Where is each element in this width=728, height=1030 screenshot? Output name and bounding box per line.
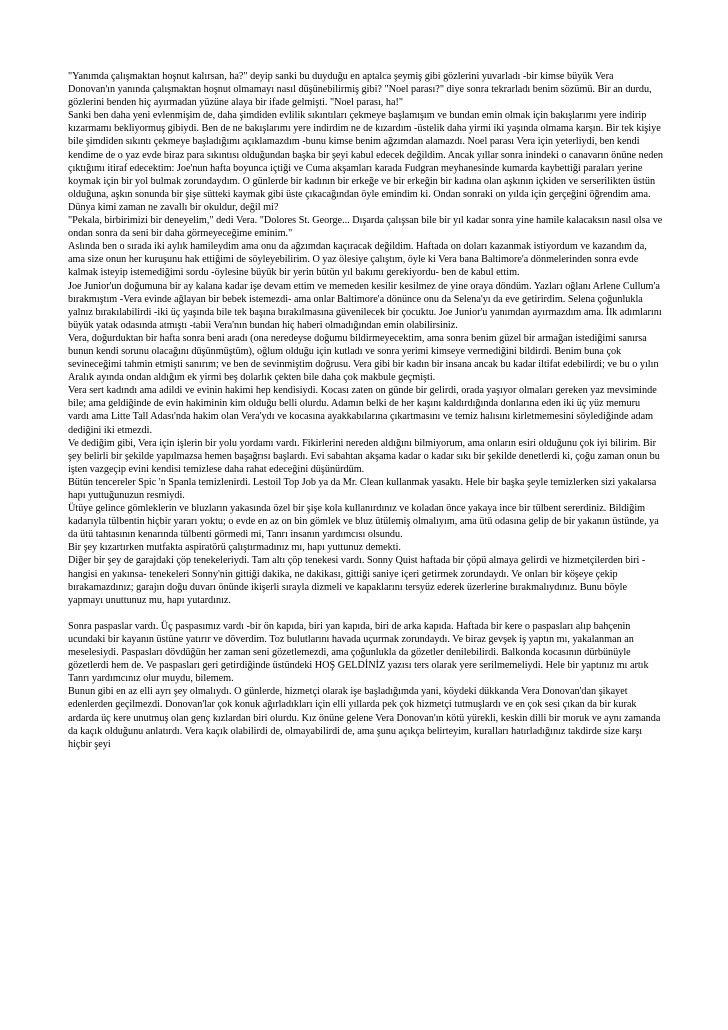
paragraph-12: Diğer bir şey de garajdaki çöp tenekeleriydi. Tam altı çöp tenekesi vardı. Sonny Quist haftada bir çöpü almaya gelirdi ve hizmetçilerden biri -hangisi en yakınsa- tenekeleri Sonny'nin gittiği dakika, ne dakikası, gittiği saniye içeri getirmek zorundaydı. Ve onları bir köşeye çekip bırakamazdınız; garajın doğu duvarı önünde ikişerli sırayla dizmeli ve kapaklarını tersyüz ederek üzerlerine bırakmalıydınız. Bunu böyle yapmayı unuttunuz mu, hapı yutardınız. — [68, 555, 646, 606]
paragraph-10: Ütüye gelince gömleklerin ve bluzların yakasında özel bir şişe kola kullanırdınız ve koladan önce yakaya ince bir tülbent sererdiniz. Bildiğim kadarıyla tülbentin hiçbir yararı yoktu; o evde en az on bin gömlek ve bluz ütülemiş olmalıyım, ama ütü odasına gelip de bir yakanın üstünde, ya da ütü tahtasının kenarında tülbenti görmedi mi, Tanrı insanın yardımcısı olsundu. — [68, 503, 659, 541]
paragraph-8: Ve dediğim gibi, Vera için işlerin bir yolu yordamı vardı. Fikirlerini nereden aldığını bilmiyorum, ama onların esiri olduğunu çok iyi bilirim. Bir şey belirli bir şekilde yapılmazsa hemen başağrısı başlardı. Evi sabahtan akşama kadar o kadar sıkı bir şekilde denetlerdi ki, çoğu zaman onun bu işten vazgeçip evini kendisi temizlese daha rahat edeceğini düşünürdüm. — [68, 437, 660, 475]
document-page — [68, 70, 663, 751]
paragraph-3: "Pekala, birbirimizi bir deneyelim," dedi Vera. "Dolores St. George... Dışarda çalışsan bile bir yıl kadar sonra yine hamile kalacaksın nasıl olsa ve ondan sonra da seni bir daha görmeyeceğime eminim." — [68, 215, 663, 240]
paragraph-11: Bir şey kızartırken mutfakta aspiratörü çalıştırmadınız mı, hapı yuttunuz demekti. — [68, 542, 401, 554]
paragraph-2: Sanki ben daha yeni evlenmişim de, daha şimdiden evlilik sıkıntıları çekmeye başlamışım ve bundan emin olmak için bakışlarımı yere indirip kızarmamı bekliyormuş gibiydi. Ben de ne bakışlarımı yere indirdim ne de kızardım -üstelik daha yirmi iki yaşında olmama karşın. Bir tek kişiye bile şimdiden sıkıntı çekmeye başladığımı açıklamazdım -bunu kimse benim ağzımdan alamazdı. Noel parası Vera için yeterliydi, ben kendi kendime de o yaz evde biraz para sıkıntısı olduğundan başka bir şeyi kabul edecek değildim. Ancak yıllar sonra inindeki o canavarın önüne neden çıktığımı itiraf edecektim: Joe'nun hafta boyunca içtiği ve Cuma akşamları karada Fudgran meyhanesinde kumarda kaybettiği paraları yerine koymak için bir yol bulmak zorundaydım. O günlerde bir kadının bir erkeğe ve bir erkeğin bir kadına olan aşkının içkiden ve serserilikten üstün olduğuna, aşkın sonunda bir şişe sütteki kaymak gibi üste çıkacağından öyle emindim ki. Ondan sonraki on yılda için gerçeğini öğrendim ama. Dünya kimi zaman ne zavallı bir okuldur, değil mi? — [68, 110, 663, 213]
paragraph-1: "Yanımda çalışmaktan hoşnut kalırsan, ha?" deyip sanki bu duyduğu en aptalca şeymiş gibi gözlerini yuvarladı -bir kimse büyük Vera Donovan'ın yanında çalışmaktan hoşnut olmamayı nasıl düşünebilirmiş gibi? "Noel parası?" diye sonra tekrarladı benim sözümü. Bir an durdu, gözlerini benden hiç ayırmadan yüzüne alaya bir ifade gelmişti. "Noel parası, ha!" — [68, 71, 652, 109]
paragraph-9: Bütün tencereler Spic 'n Spanla temizlenirdi. Lestoil Top Job ya da Mr. Clean kullanmak yasaktı. Hele bir başka şeyle temizlerken sizi yakalarsa hapı yuttuğunuzun resmiydi. — [68, 476, 657, 501]
paragraph-7: Vera sert kadındı ama adildi ve evinin hakimi hep kendisiydi. Kocası zaten on günde bir gelirdi, orada yaşıyor olmaları gereken yaz mevsiminde bile; ama geldiğinde de evin hakiminin kim olduğu belli olurdu. Adamın belki de her kaşını kaldırdığında donlarına eden iki üç yüz memuru vardı ama Litte Tall Adası'nda hakim olan Vera'ydı ve kocasına ayakkabılarına çıkartmasını ve temiz halısını kirletmemesini söylediğinde adam dediğini iki etmezdi. — [68, 385, 657, 436]
paragraph-4: Aslında ben o sırada iki aylık hamileydim ama onu da ağzımdan kaçıracak değildim. Haftada on doları kazanmak istiyordum ve kazandım da, ama size onun her kuruşunu hak ettiğimi de söyleyebilirim. O yaz ölesiye çalıştım, öyle ki Vera bana Baltimore'a dönmelerinden sonra evde kalmak isteyip istemediğimi sordu -öylesine büyük bir yerin bütün yıl bakımı gerekiyordu- ben de kabul ettim. — [68, 241, 647, 279]
paragraph-14: Bunun gibi en az elli ayrı şey olmalıydı. O günlerde, hizmetçi olarak işe başladığımda yani, köydeki dükkanda Vera Donovan'dan şikayet edenlerden geçilmezdi. Donovan'lar çok konuk ağırladıkları için elli yıllarda pek çok hizmetçi tutmuşlardı ve en çok sesi çıkan da bir kurak ardarda üç kere unutmuş olan genç kızlardan biri olurdu. Kız önüne gelene Vera Donovan'ın kötü yürekli, keskin dilli bir moruk ve aynı zamanda da kaçık olduğunu anlatırdı. Vera kaçık olabilirdi de, olmayabilirdi de, ama şunu açıkça belirteyim, kuralları hatırladığınız takdirde size karşı hiçbir şeyi — [68, 686, 661, 750]
paragraph-5: Joe Junior'un doğumuna bir ay kalana kadar işe devam ettim ve memeden kesilir kesilmez de yine oraya döndüm. Yazları oğlanı Arlene Cullum'a bırakmıştım -Vera evinde ağlayan bir bebek istemezdi- ama onlar Baltimore'a dönünce onu da Selena'yı da eve getirirdim. Selena çoğunlukla yalnız bırakılabilirdi -iki üç yaşında bile tek başına bırakılmasına güvenilecek bir çocuktu. Joe Junior'u yanımdan ayırmazdım ama. İlk adımlarını büyük yatak odasında atmıştı -tabii Vera'nın bundan hiç haberi olmadığından emin olabilirsiniz. — [68, 280, 662, 331]
paragraph-13: Sonra paspaslar vardı. Üç paspasımız vardı -bir ön kapıda, biri yan kapıda, biri de arka kapıda. Haftada bir kere o paspasları alıp bahçenin ucundaki bir kayanın üstüne yatırır ve döverdim. Toz bulutlarını havada uçurmak zorundaydı. Ve biraz gevşek iş yaptın mı, yakalanman an meselesiydi. Paspasları dövdüğün her zaman seni gözetlemezdi, ama çoğunlukla da gözetler denilebilirdi. Balkonda kocasının dürbünüyle gözetlerdi hem de. Ve paspasları geri getirdiğinde üstündeki HOŞ GELDİNİZ yazısı ters olarak yere serilmemeliydi. Hele bir yaptınız mı artık Tanrı yardımcınız olur muydu, bilemem. — [68, 620, 649, 685]
paragraph-6: Vera, doğurduktan bir hafta sonra beni aradı (ona neredeyse doğumu bildirmeyecektim, ama sonra benim güzel bir armağan istediğimi sanırsa bunun kendi sorunu olacağını düşünmüştüm), oğlum olduğu için kutladı ve sonra yerimi kimseye vermediğini bildirdi. Benim buna çok sevineceğimi tahmin etmişti sanırım; ve ben de sevinmiştim doğrusu. Vera gibi bir kadın bir insana ancak bu kadar iltifat edebilirdi; ve bu o yılın Aralık ayında ondan aldığım ek yirmi beş dolarlık çekten bile daha çok makbule geçmişti. — [68, 332, 659, 384]
paragraph-gap — [68, 607, 663, 620]
